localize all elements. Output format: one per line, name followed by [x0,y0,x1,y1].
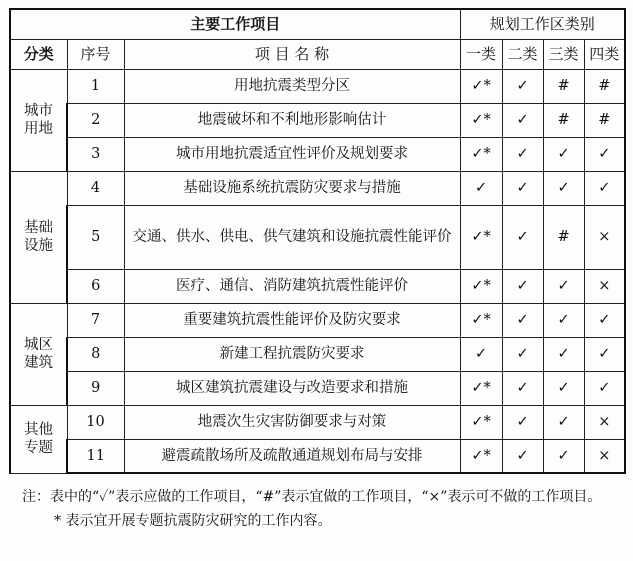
mark-class-1: ✓* [460,371,502,405]
header-planning-zone-classes: 规划工作区类别 [460,9,625,39]
mark-class-4: × [584,205,625,269]
mark-class-1: ✓* [460,303,502,337]
mark-class-3: ✓ [543,137,584,171]
note-legend: 注：表中的“✓”表示应做的工作项目，“#”表示宜做的工作项目，“×”表示可不做的工作项目。 [22,489,602,505]
row-item-name: 地震破坏和不利地形影响估计 [124,103,460,137]
mark-class-1: ✓* [460,69,502,103]
mark-class-3: ✓ [543,303,584,337]
table-row [10,337,625,371]
col-header-class-4: 四类 [584,39,625,69]
category-cell [10,171,67,303]
row-number: 8 [67,337,124,371]
category-label: 城区 建筑 [24,336,53,371]
mark-class-3: ✓ [543,371,584,405]
table-row [10,405,625,439]
mark-class-1: ✓ [460,171,502,205]
category-cell [10,405,67,473]
mark-class-3: # [543,103,584,137]
mark-class-2: ✓ [502,371,543,405]
header-main-items: 主要工作项目 [10,9,460,39]
mark-class-1: ✓* [460,137,502,171]
row-number: 2 [67,103,124,137]
mark-class-4: ✓ [584,171,625,205]
row-item-name: 新建工程抗震防灾要求 [124,337,460,371]
mark-class-2: ✓ [502,205,543,269]
mark-class-2: ✓ [502,439,543,473]
mark-class-4: × [584,405,625,439]
row-number: 5 [67,205,124,269]
mark-class-3: # [543,69,584,103]
category-label: 基础 设施 [24,219,53,254]
table-row [10,171,625,205]
row-number: 10 [67,405,124,439]
mark-class-1: ✓* [460,405,502,439]
mark-class-1: ✓ [460,337,502,371]
row-item-name: 医疗、通信、消防建筑抗震性能评价 [124,269,460,303]
row-number: 1 [67,69,124,103]
row-item-name: 避震疏散场所及疏散通道规划布局与安排 [124,439,460,473]
mark-class-2: ✓ [502,337,543,371]
category-cell [10,303,67,405]
row-item-name: 重要建筑抗震性能评价及防灾要求 [124,303,460,337]
mark-class-2: ✓ [502,405,543,439]
mark-class-3: # [543,205,584,269]
mark-class-3: ✓ [543,171,584,205]
col-header-class-2: 二类 [502,39,543,69]
mark-class-2: ✓ [502,137,543,171]
table-row [10,205,625,269]
mark-class-3: ✓ [543,269,584,303]
col-header-item-name: 项 目 名 称 [124,39,460,69]
mark-class-4: ✓ [584,303,625,337]
mark-class-4: ✓ [584,337,625,371]
table-row [10,303,625,337]
mark-class-1: ✓* [460,205,502,269]
mark-class-1: ✓* [460,103,502,137]
table-row [10,439,625,473]
mark-class-3: ✓ [543,439,584,473]
category-cell [10,69,67,171]
row-number: 7 [67,303,124,337]
row-number: 3 [67,137,124,171]
table-row [10,137,625,171]
table-row [10,371,625,405]
mark-class-2: ✓ [502,69,543,103]
mark-class-1: ✓* [460,439,502,473]
col-header-number: 序号 [67,39,124,69]
row-number: 6 [67,269,124,303]
row-number: 9 [67,371,124,405]
row-item-name: 城区建筑抗震建设与改造要求和措施 [124,371,460,405]
col-header-class-3: 三类 [543,39,584,69]
mark-class-4: × [584,269,625,303]
mark-class-1: ✓* [460,269,502,303]
mark-class-2: ✓ [502,269,543,303]
row-item-name: 地震次生灾害防御要求与对策 [124,405,460,439]
row-item-name: 交通、供水、供电、供气建筑和设施抗震性能评价 [124,205,460,269]
mark-class-4: × [584,439,625,473]
mark-class-4: # [584,103,625,137]
mark-class-4: ✓ [584,371,625,405]
table-row [10,69,625,103]
note-asterisk: * 表示宜开展专题抗震防灾研究的工作内容。 [54,513,332,529]
category-label: 其他 专题 [24,421,53,456]
mark-class-2: ✓ [502,171,543,205]
row-number: 11 [67,439,124,473]
row-number: 4 [67,171,124,205]
row-item-name: 城市用地抗震适宜性评价及规划要求 [124,137,460,171]
mark-class-4: # [584,69,625,103]
col-header-class-1: 一类 [460,39,502,69]
category-label: 城市 用地 [24,102,53,137]
table-notes [22,485,622,533]
row-item-name: 用地抗震类型分区 [124,69,460,103]
mark-class-2: ✓ [502,303,543,337]
table-row [10,103,625,137]
col-header-category: 分类 [10,39,67,69]
mark-class-3: ✓ [543,337,584,371]
mark-class-2: ✓ [502,103,543,137]
mark-class-3: ✓ [543,405,584,439]
table-row [10,269,625,303]
row-item-name: 基础设施系统抗震防灾要求与措施 [124,171,460,205]
work-items-table [9,8,626,474]
mark-class-4: ✓ [584,137,625,171]
